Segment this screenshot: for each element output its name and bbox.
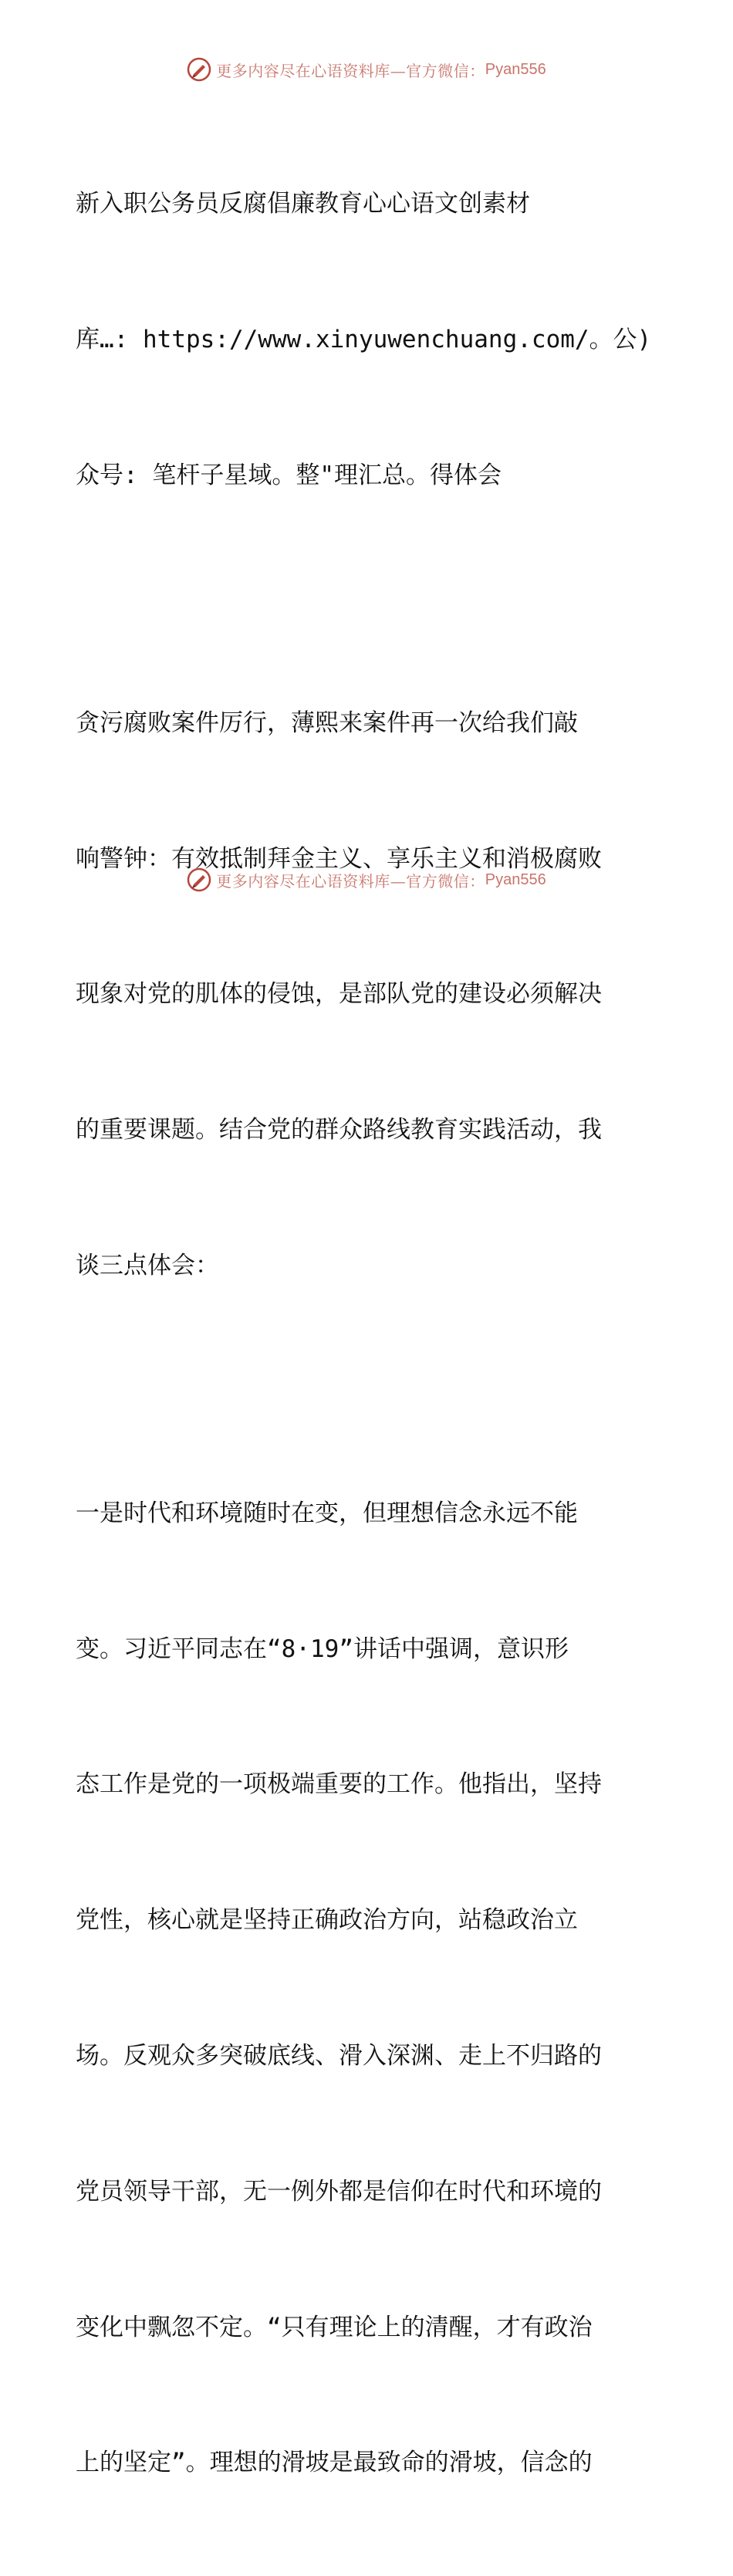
pen-logo-icon <box>187 57 211 82</box>
document-body <box>76 91 662 2576</box>
text-line: 态工作是党的一项极端重要的工作。他指出，坚持 <box>76 1770 602 1799</box>
text-line: 变化中飘忽不定。“只有理论上的清醒，才有政治 <box>76 2313 593 2341</box>
footer-banner-text: 更多内容尽在心语资料库—官方微信： <box>216 871 485 891</box>
text-line: 贪污腐败案件厉行，薄熙来案件再一次给我们敲 <box>76 708 578 737</box>
text-line: 众号: 笔杆子星域。整"理汇总。得体会 <box>76 461 502 489</box>
text-line: 党性，核心就是坚持正确政治方向，站稳政治立 <box>76 1906 578 1935</box>
text-line: 新入职公务员反腐倡廉教育心心语文创素材 <box>76 190 530 218</box>
header-banner-text: 更多内容尽在心语资料库—官方微信： <box>216 61 485 80</box>
pen-logo-icon <box>187 867 211 892</box>
footer-wechat-id: Pyan556 <box>485 870 546 888</box>
text-line: 库…: https://www.xinyuwenchuang.com/。公) <box>76 325 652 353</box>
text-line: 上的坚定”。理想的滑坡是最致命的滑坡，信念的 <box>76 2449 593 2477</box>
paragraph-point-one <box>76 1401 662 2576</box>
footer-banner <box>0 864 733 895</box>
text-line: 现象对党的肌体的侵蚀，是部队党的建设必须解决 <box>76 980 602 1009</box>
paragraph-intro <box>76 91 662 589</box>
text-line: 党员领导干部，无一例外都是信仰在时代和环境的 <box>76 2177 602 2206</box>
text-line: 场。反观众多突破底线、滑入深渊、走上不归路的 <box>76 2041 602 2070</box>
paragraph-corruption <box>76 610 662 1379</box>
text-line: 的重要课题。结合党的群众路线教育实践活动，我 <box>76 1116 602 1144</box>
header-banner <box>0 54 733 85</box>
text-line: 响警钟：有效抵制拜金主义、享乐主义和消极腐败 <box>76 844 602 873</box>
header-wechat-id: Pyan556 <box>485 60 546 78</box>
text-line: 变。习近平同志在“8·19”讲话中强调，意识形 <box>76 1635 569 1663</box>
text-line: 一是时代和环境随时在变，但理想信念永远不能 <box>76 1499 578 1527</box>
text-line: 谈三点体会： <box>76 1251 219 1280</box>
